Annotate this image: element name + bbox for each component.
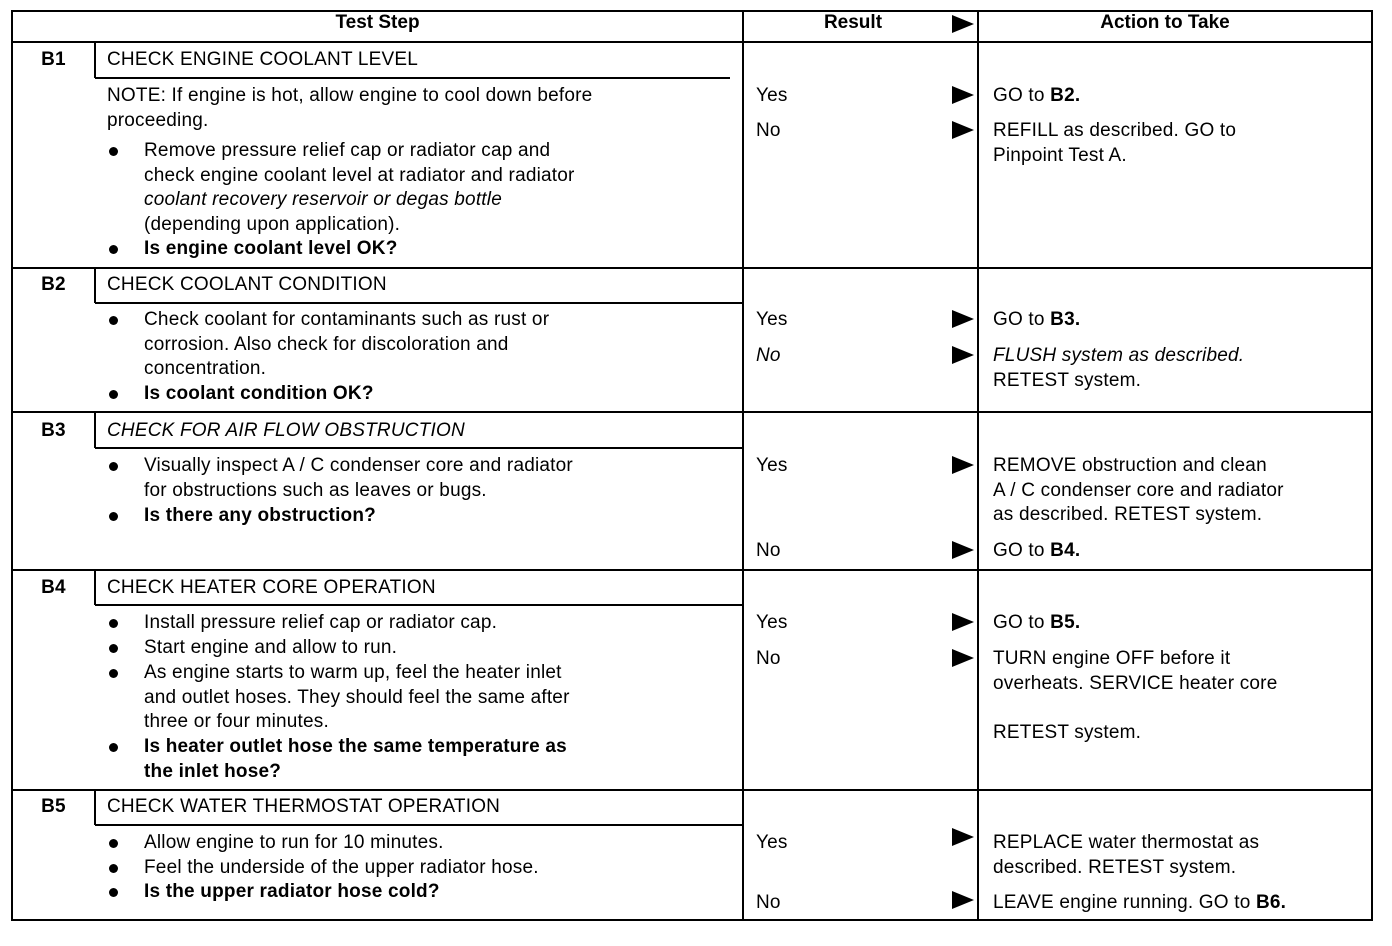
bullet-icon — [109, 864, 118, 873]
step-question: Is heater outlet hose the same temperature as the inlet hose? — [144, 736, 567, 782]
bullet-text: Remove pressure relief cap or radiator cap and check engine coolant level at radiator and radiator — [144, 140, 575, 186]
step-question: Is coolant condition OK? — [144, 383, 374, 404]
action-text: GO to — [993, 540, 1051, 561]
result-no: No — [756, 648, 781, 669]
result-no: No — [756, 120, 781, 141]
arrow-icon — [952, 828, 974, 846]
step-id: B4 — [41, 577, 66, 598]
header-action: Action to Take — [1100, 12, 1230, 33]
result-no: No — [756, 345, 781, 366]
step-bullet — [144, 139, 575, 237]
step-note: NOTE: If engine is hot, allow engine to cool down before proceeding. — [107, 85, 593, 131]
step-question: Is engine coolant level OK? — [144, 238, 398, 259]
action-step-ref: B6. — [1255, 892, 1287, 913]
step-title: CHECK FOR AIR FLOW OBSTRUCTION — [107, 420, 465, 441]
bullet-icon — [109, 644, 118, 653]
result-yes: Yes — [756, 832, 788, 853]
bullet-icon — [109, 147, 118, 156]
action-yes — [993, 611, 1080, 636]
arrow-icon — [952, 121, 974, 139]
step-bullet: Install pressure relief cap or radiator cap. — [144, 612, 498, 633]
arrow-icon — [952, 649, 974, 667]
bullet-icon — [109, 888, 118, 897]
action-no: REFILL as described. GO to Pinpoint Test A. — [993, 120, 1237, 166]
step-bullet: Feel the underside of the upper radiator hose. — [144, 857, 539, 878]
step-id: B3 — [41, 420, 66, 441]
action-no — [993, 891, 1286, 916]
action-text: GO to — [993, 309, 1051, 330]
step-title: CHECK ENGINE COOLANT LEVEL — [107, 49, 419, 70]
step-bullet: Start engine and allow to run. — [144, 637, 398, 658]
bullet-icon — [109, 462, 118, 471]
bullet-text-italic: coolant recovery reservoir or degas bottle — [144, 189, 502, 211]
arrow-icon — [952, 891, 974, 909]
step-bullet: As engine starts to warm up, feel the heater inlet and outlet hoses. They should feel the same after three or four minutes. — [144, 662, 570, 733]
action-yes: REMOVE obstruction and clean A / C condenser core and radiator as described. RETEST system. — [993, 455, 1284, 526]
result-yes: Yes — [756, 309, 788, 330]
action-step-ref: B3. — [1050, 309, 1081, 330]
step-title: CHECK HEATER CORE OPERATION — [107, 577, 436, 598]
bullet-icon — [109, 669, 118, 678]
action-no — [993, 539, 1080, 564]
step-title: CHECK WATER THERMOSTAT OPERATION — [107, 796, 501, 817]
action-text: GO to — [993, 85, 1051, 106]
header-result: Result — [823, 12, 883, 33]
result-no: No — [756, 540, 781, 561]
bullet-icon — [109, 619, 118, 628]
arrow-icon — [952, 541, 974, 559]
action-yes — [993, 308, 1080, 333]
arrow-icon — [952, 613, 974, 631]
action-no: TURN engine OFF before it overheats. SERVICE heater core RETEST system. — [993, 648, 1278, 743]
arrow-icon — [952, 86, 974, 104]
arrow-icon — [952, 346, 974, 364]
bullet-icon — [109, 316, 118, 325]
step-bullet: Check coolant for contaminants such as rust or corrosion. Also check for discoloration and concentration. — [144, 309, 550, 380]
arrow-icon — [952, 456, 974, 474]
result-yes: Yes — [756, 455, 788, 476]
bullet-icon — [109, 743, 118, 752]
action-no — [993, 344, 1244, 393]
step-id: B1 — [41, 49, 66, 70]
result-yes: Yes — [756, 85, 788, 106]
bullet-text: (depending upon application). — [144, 213, 401, 235]
step-title: CHECK COOLANT CONDITION — [107, 274, 387, 295]
action-text: GO to — [993, 612, 1051, 633]
action-step-ref: B5. — [1050, 612, 1081, 633]
action-text: LEAVE engine running. GO to — [993, 892, 1256, 913]
action-step-ref: B2. — [1050, 85, 1081, 106]
action-step-ref: B4. — [1050, 540, 1081, 561]
step-question: Is the upper radiator hose cold? — [144, 881, 440, 902]
action-text: RETEST system. — [993, 369, 1142, 391]
action-yes: REPLACE water thermostat as described. RETEST system. — [993, 832, 1260, 878]
arrow-icon — [952, 310, 974, 328]
result-no: No — [756, 892, 781, 913]
step-id: B2 — [41, 274, 66, 295]
step-id: B5 — [41, 796, 66, 817]
bullet-icon — [109, 390, 118, 399]
step-question: Is there any obstruction? — [144, 505, 376, 526]
action-text-italic: FLUSH system as described. — [993, 345, 1245, 366]
action-yes — [993, 84, 1080, 109]
step-bullet: Allow engine to run for 10 minutes. — [144, 832, 444, 853]
result-yes: Yes — [756, 612, 788, 633]
bullet-icon — [109, 512, 118, 521]
arrow-icon — [952, 15, 974, 33]
step-bullet: Visually inspect A / C condenser core and radiator for obstructions such as leaves or bugs. — [144, 455, 573, 501]
bullet-icon — [109, 839, 118, 848]
bullet-icon — [109, 245, 118, 254]
header-test-step: Test Step — [335, 12, 420, 33]
